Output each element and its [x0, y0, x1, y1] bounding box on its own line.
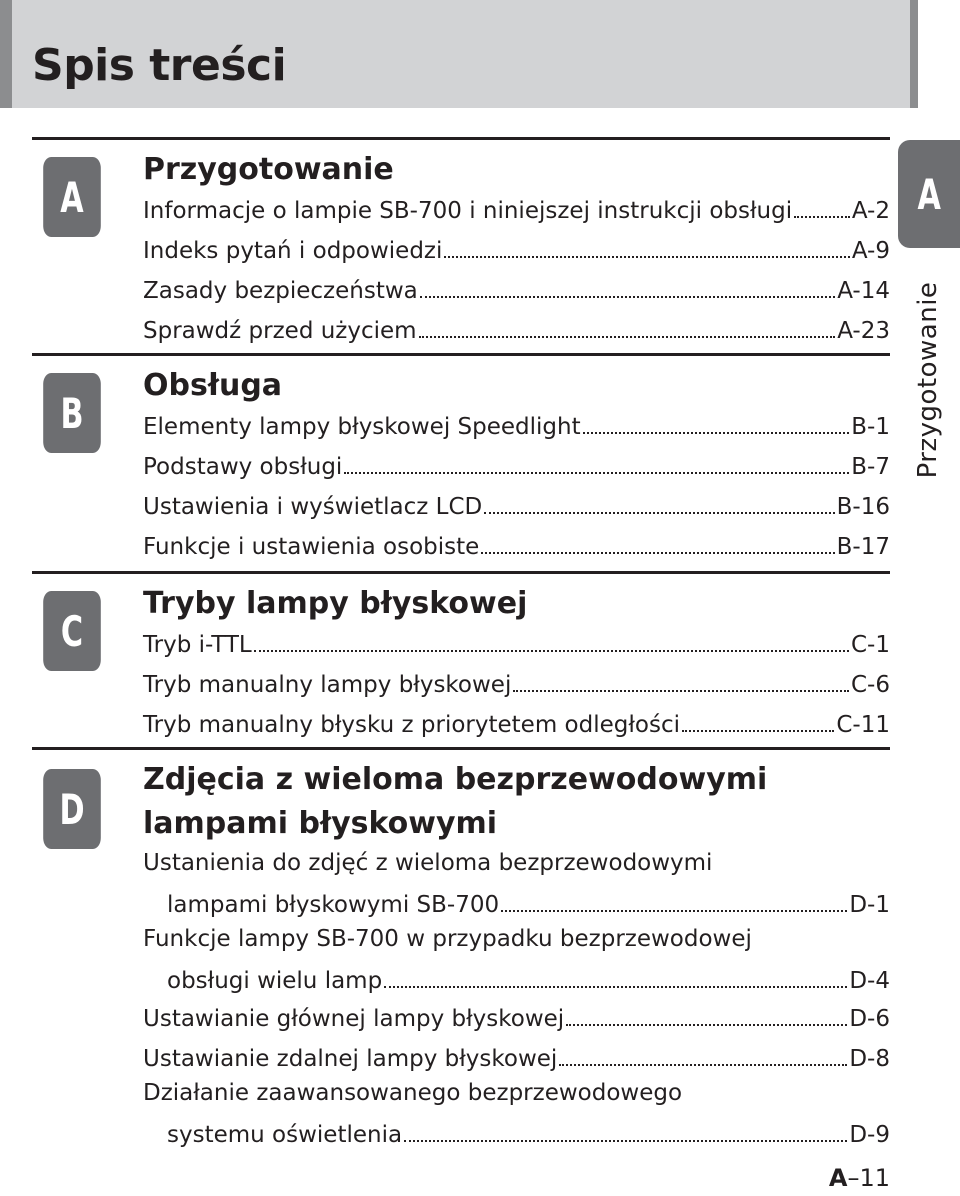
- toc-entry-page: C-1: [851, 632, 890, 658]
- section-title-b: Obsługa: [143, 368, 283, 403]
- toc-entry-page: A-2: [851, 198, 890, 224]
- page-number: [829, 1164, 890, 1192]
- section-title-a: Przygotowanie: [143, 152, 394, 187]
- toc-entry[interactable]: [167, 878, 890, 918]
- dot-leader: [794, 215, 850, 218]
- toc-entry-label: Tryb i-TTL: [143, 632, 252, 658]
- toc-entry-label: Ustawienia i wyświetlacz LCD: [143, 494, 483, 520]
- page-title: Spis treści: [32, 40, 287, 91]
- toc-entry[interactable]: [143, 992, 890, 1032]
- section-badge-c: C: [43, 591, 101, 671]
- toc-entry[interactable]: [143, 658, 890, 698]
- header-right-edge: [910, 0, 918, 108]
- toc-entry[interactable]: [143, 400, 890, 440]
- toc-entry[interactable]: [167, 954, 890, 994]
- dot-leader: [484, 511, 834, 514]
- side-tab-letter: A: [917, 169, 941, 219]
- dot-leader: [444, 255, 849, 258]
- section-badge-b: B: [43, 373, 101, 453]
- page-number-prefix: A: [828, 1164, 848, 1192]
- dot-leader: [513, 689, 849, 692]
- toc-entry-page: B-1: [851, 414, 890, 440]
- toc-entry[interactable]: [167, 1108, 890, 1148]
- toc-entry-label: Funkcje i ustawienia osobiste: [143, 534, 480, 560]
- toc-entry[interactable]: [143, 618, 890, 658]
- section-c: [32, 571, 890, 750]
- toc-entry-label: Sprawdź przed użyciem: [143, 318, 417, 344]
- toc-entry[interactable]: [143, 264, 890, 304]
- toc-entry-line1: Ustanienia do zdjęć z wieloma bezprzewodowymi: [143, 850, 713, 876]
- toc-entry-page: D-6: [849, 1006, 890, 1032]
- toc-entry-page: B-16: [836, 494, 890, 520]
- dot-leader: [501, 909, 847, 912]
- section-badge-a: A: [43, 157, 101, 237]
- toc-entry-page: D-9: [849, 1122, 890, 1148]
- toc-entry-page: A-9: [851, 238, 890, 264]
- toc-entry-line1: Funkcje lampy SB-700 w przypadku bezprzewodowej: [143, 926, 752, 952]
- toc-entry-label: Podstawy obsługi: [143, 454, 343, 480]
- toc-entry[interactable]: [143, 698, 890, 738]
- toc-entry-line1: Działanie zaawansowanego bezprzewodowego: [143, 1080, 683, 1106]
- toc-entry-label: obsługi wielu lamp: [167, 968, 383, 994]
- dot-leader: [344, 471, 849, 474]
- side-tab[interactable]: [898, 140, 960, 248]
- toc-entry-label: lampami błyskowymi SB-700: [167, 892, 500, 918]
- toc-entry[interactable]: [143, 1032, 890, 1072]
- toc-entry-page: D-1: [849, 892, 890, 918]
- dot-leader: [566, 1023, 847, 1026]
- toc-entry[interactable]: [143, 184, 890, 224]
- section-badge-d: D: [43, 769, 101, 849]
- toc-entry-page: D-8: [849, 1046, 890, 1072]
- header-left-edge: [0, 0, 12, 108]
- toc-entry-label: Indeks pytań i odpowiedzi: [143, 238, 443, 264]
- section-b: [32, 353, 890, 574]
- toc-entry-page: D-4: [849, 968, 890, 994]
- toc-entry-label: Zasady bezpieczeństwa: [143, 278, 418, 304]
- section-title-d-line1: Zdjęcia z wieloma bezprzewodowymi: [143, 762, 768, 797]
- toc-entry-page: A-14: [837, 278, 890, 304]
- toc-entry-label: systemu oświetlenia: [167, 1122, 403, 1148]
- dot-leader: [404, 1139, 847, 1142]
- dot-leader: [419, 335, 836, 338]
- section-d: [32, 747, 890, 1160]
- toc-entry-page: B-7: [851, 454, 890, 480]
- dot-leader: [682, 729, 834, 732]
- dot-leader: [254, 649, 849, 652]
- toc-entry-page: C-11: [836, 712, 890, 738]
- toc-entry[interactable]: [143, 440, 890, 480]
- side-tab-label: Przygotowanie: [913, 281, 943, 479]
- dot-leader: [384, 985, 847, 988]
- toc-entry-page: B-17: [836, 534, 890, 560]
- section-a: [32, 137, 890, 356]
- toc-entry-label: Ustawianie zdalnej lampy błyskowej: [143, 1046, 558, 1072]
- toc-entry[interactable]: [143, 520, 890, 560]
- toc-entry[interactable]: [143, 480, 890, 520]
- toc-entry[interactable]: [143, 304, 890, 344]
- dot-leader: [559, 1063, 847, 1066]
- section-title-d-line2: lampami błyskowymi: [143, 806, 498, 841]
- toc-entry-page: A-23: [837, 318, 890, 344]
- page-number-value: –11: [847, 1164, 890, 1192]
- toc-entry-label: Informacje o lampie SB-700 i niniejszej instrukcji obsługi: [143, 198, 793, 224]
- toc-entry[interactable]: [143, 224, 890, 264]
- toc-entry-label: Tryb manualny błysku z priorytetem odległości: [143, 712, 680, 738]
- toc-entry-label: Elementy lampy błyskowej Speedlight: [143, 414, 581, 440]
- dot-leader: [481, 551, 834, 554]
- toc-entry-label: Ustawianie głównej lampy błyskowej: [143, 1006, 565, 1032]
- toc-entry-label: Tryb manualny lampy błyskowej: [143, 672, 512, 698]
- dot-leader: [583, 431, 850, 434]
- section-title-c: Tryby lampy błyskowej: [143, 586, 528, 621]
- toc-entry-page: C-6: [851, 672, 890, 698]
- dot-leader: [420, 295, 835, 298]
